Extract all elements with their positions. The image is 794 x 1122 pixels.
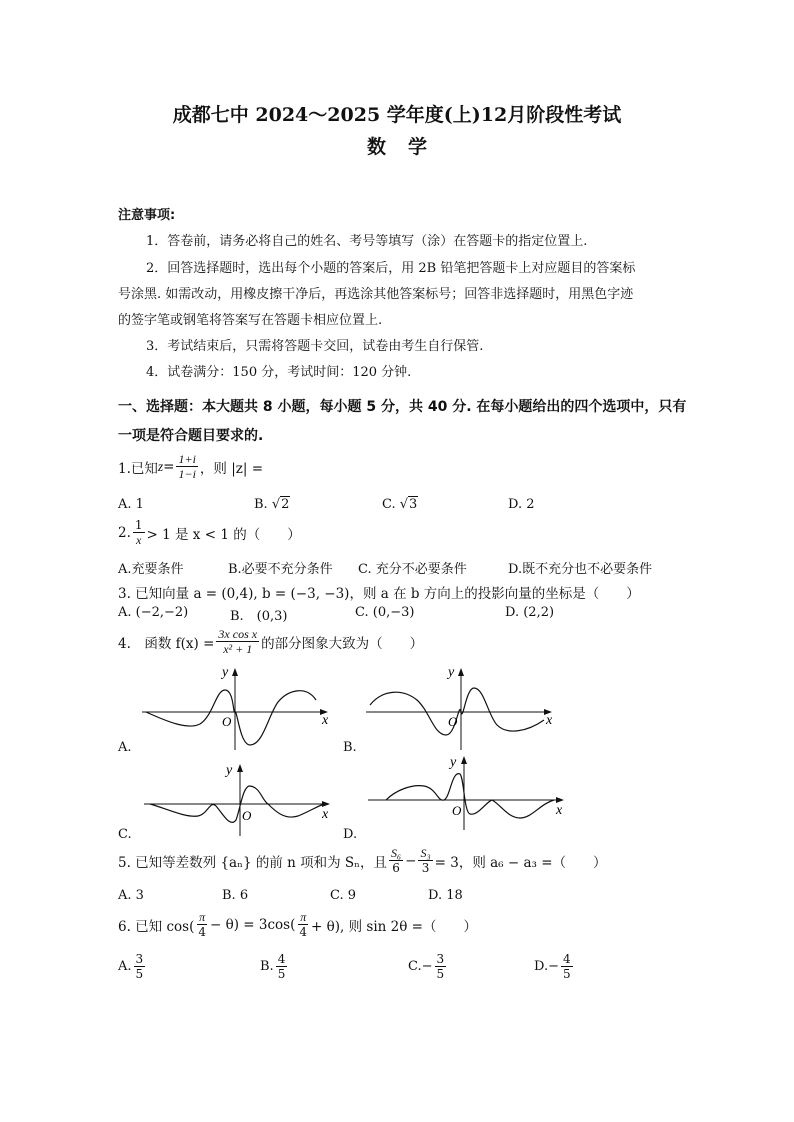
q4-den: x² + 1	[223, 642, 253, 656]
q6-fraction-2	[297, 910, 309, 939]
q5-f1-den: 6	[392, 861, 400, 875]
q6-pi-den: 4	[198, 925, 206, 939]
q5-option-a: A. 3	[118, 888, 144, 903]
notice-item: 的签字笔或钢笔将答案写在答题卡相应位置上.	[118, 313, 383, 328]
question-6	[118, 910, 477, 939]
graph-b-y-arrow	[458, 668, 464, 676]
q6-pi-num: π	[199, 910, 206, 924]
q2-option-c: C. 充分不必要条件	[358, 562, 467, 577]
graph-b-y-label: y	[448, 665, 455, 680]
q1-option-b: B. √2	[254, 497, 290, 512]
graph-c-label: C.	[118, 827, 132, 842]
notice-item: 号涂黑. 如需改动，用橡皮擦干净后，再选涂其他答案标号；回答非选择题时，用黑色字迹	[118, 287, 634, 302]
subject-title: 数学	[366, 136, 449, 158]
graph-d	[364, 752, 574, 832]
q2-num: 1	[134, 518, 143, 532]
q5-minus: −	[405, 852, 417, 869]
graph-d-x-label: x	[556, 803, 563, 818]
q5-f1-num: S₆	[390, 846, 402, 860]
q2-prefix: 2.	[118, 524, 131, 541]
exam-title: 成都七中 2024～2025 学年度(上)12月阶段性考试	[172, 104, 622, 126]
q3-option-a: A. (−2,−2)	[118, 605, 189, 620]
graph-d-y-label: y	[450, 755, 457, 770]
graph-a	[138, 660, 338, 752]
graph-a-label: A.	[118, 740, 132, 755]
q6-option-a: A. $\frac{3}{5}$	[118, 952, 144, 981]
graph-a-x-label: x	[322, 713, 329, 728]
graph-c-origin: O	[242, 808, 252, 823]
notice-item: 4．试卷满分：150 分，考试时间：120 分钟.	[146, 365, 412, 380]
q6-mid2: + θ), 则 sin 2θ =（ ）	[311, 918, 477, 935]
q1-fraction	[176, 452, 197, 481]
q1-suffix: ，则 |z| =	[199, 460, 264, 477]
q1-option-c: C. √3	[382, 497, 418, 512]
q6-pi-num-2: π	[300, 910, 307, 924]
q4-suffix: 的部分图象大致为（ ）	[261, 635, 424, 652]
section-heading-cont: 一项是符合题目要求的.	[118, 428, 264, 444]
question-5	[118, 846, 607, 875]
q6-prefix: 6. 已知 cos(	[118, 918, 195, 935]
notice-item: 1．答卷前，请务必将自己的姓名、考号等填写（涂）在答题卡的指定位置上.	[146, 234, 588, 249]
q5-option-c: C. 9	[330, 888, 357, 903]
graph-a-origin: O	[222, 714, 232, 729]
q2-option-d: D.既不充分也不必要条件	[508, 562, 653, 577]
q1-option-d: D. 2	[508, 497, 535, 512]
q5-option-d: D. 18	[428, 888, 463, 903]
q6-pi-den-2: 4	[299, 925, 308, 939]
question-2	[118, 518, 301, 547]
graph-c-y-label: y	[226, 763, 233, 778]
graph-d-label: D.	[343, 827, 358, 842]
graph-d-origin: O	[452, 803, 462, 818]
q5-fraction-2	[418, 846, 432, 875]
graph-c-y-arrow	[237, 764, 243, 772]
graph-b-origin: O	[448, 714, 458, 729]
graph-c	[140, 760, 340, 840]
q2-option-a: A.充要条件	[118, 562, 184, 577]
notice-item: 2．回答选择题时，选出每个小题的答案后，用 2B 铅笔把答题卡上对应题目的答案标	[146, 261, 636, 276]
q6-option-b: B. $\frac{4}{5}$	[260, 952, 286, 981]
q1-var: z	[157, 458, 164, 474]
q6-option-c: C. − $\frac{3}{5}$	[408, 952, 445, 981]
q2-fraction	[133, 518, 145, 547]
q1-option-a: A. 1	[118, 497, 144, 512]
q5-option-b: B. 6	[222, 888, 249, 903]
q4-prefix: 4. 函数 f(x) =	[118, 635, 215, 652]
q2-text: > 1 是 x < 1 的（ ）	[146, 526, 301, 543]
q1-prefix: 1.已知	[118, 460, 158, 477]
question-1	[118, 452, 263, 481]
graph-a-y-label: y	[222, 665, 229, 680]
q2-den: x	[136, 533, 142, 547]
notice-heading: 注意事项:	[118, 208, 176, 223]
graph-d-curve	[386, 774, 554, 818]
q6-mid1: − θ) = 3cos(	[210, 916, 296, 933]
q3-option-d: D. (2,2)	[505, 605, 555, 620]
q1-eq: =	[163, 458, 175, 475]
graph-b-label: B.	[343, 740, 357, 755]
graph-a-y-arrow	[232, 668, 238, 676]
section-heading: 一、选择题：本大题共 8 小题，每小题 5 分，共 40 分. 在每小题给出的四个选项中，只有	[118, 399, 687, 415]
q1-den: 1−i	[178, 467, 196, 481]
q2-option-b: B.必要不充分条件	[228, 562, 333, 577]
q5-fraction-1	[389, 846, 403, 875]
q3-option-b: B. (0,3)	[230, 609, 288, 624]
graph-b-x-label: x	[546, 713, 553, 728]
q5-prefix: 5. 已知等差数列 {aₙ} 的前 n 项和为 Sₙ，且	[118, 854, 387, 871]
q4-num: 3x cos x	[218, 627, 258, 641]
q6-option-d: D. − $\frac{4}{5}$	[534, 952, 571, 981]
question-3: 3. 已知向量 a = (0,4), b = (−3, −3)，则 a 在 b 方向上的投影向量的坐标是（ ）	[118, 586, 640, 602]
notice-item: 3．考试结束后，只需将答题卡交回，试卷由考生自行保管.	[146, 339, 484, 354]
q5-f2-den: 3	[421, 861, 430, 875]
q5-f2-num: S₃	[420, 846, 431, 860]
q3-option-c: C. (0,−3)	[355, 605, 415, 620]
q6-fraction-1	[196, 910, 208, 939]
q5-suffix: = 3，则 a₆ − a₃ =（ ）	[434, 854, 607, 871]
graph-b	[362, 660, 562, 752]
q4-fraction	[216, 627, 259, 656]
question-4	[118, 627, 423, 656]
q1-num: 1+i	[178, 452, 196, 466]
graph-d-y-arrow	[461, 756, 467, 764]
graph-c-x-label: x	[322, 807, 329, 822]
